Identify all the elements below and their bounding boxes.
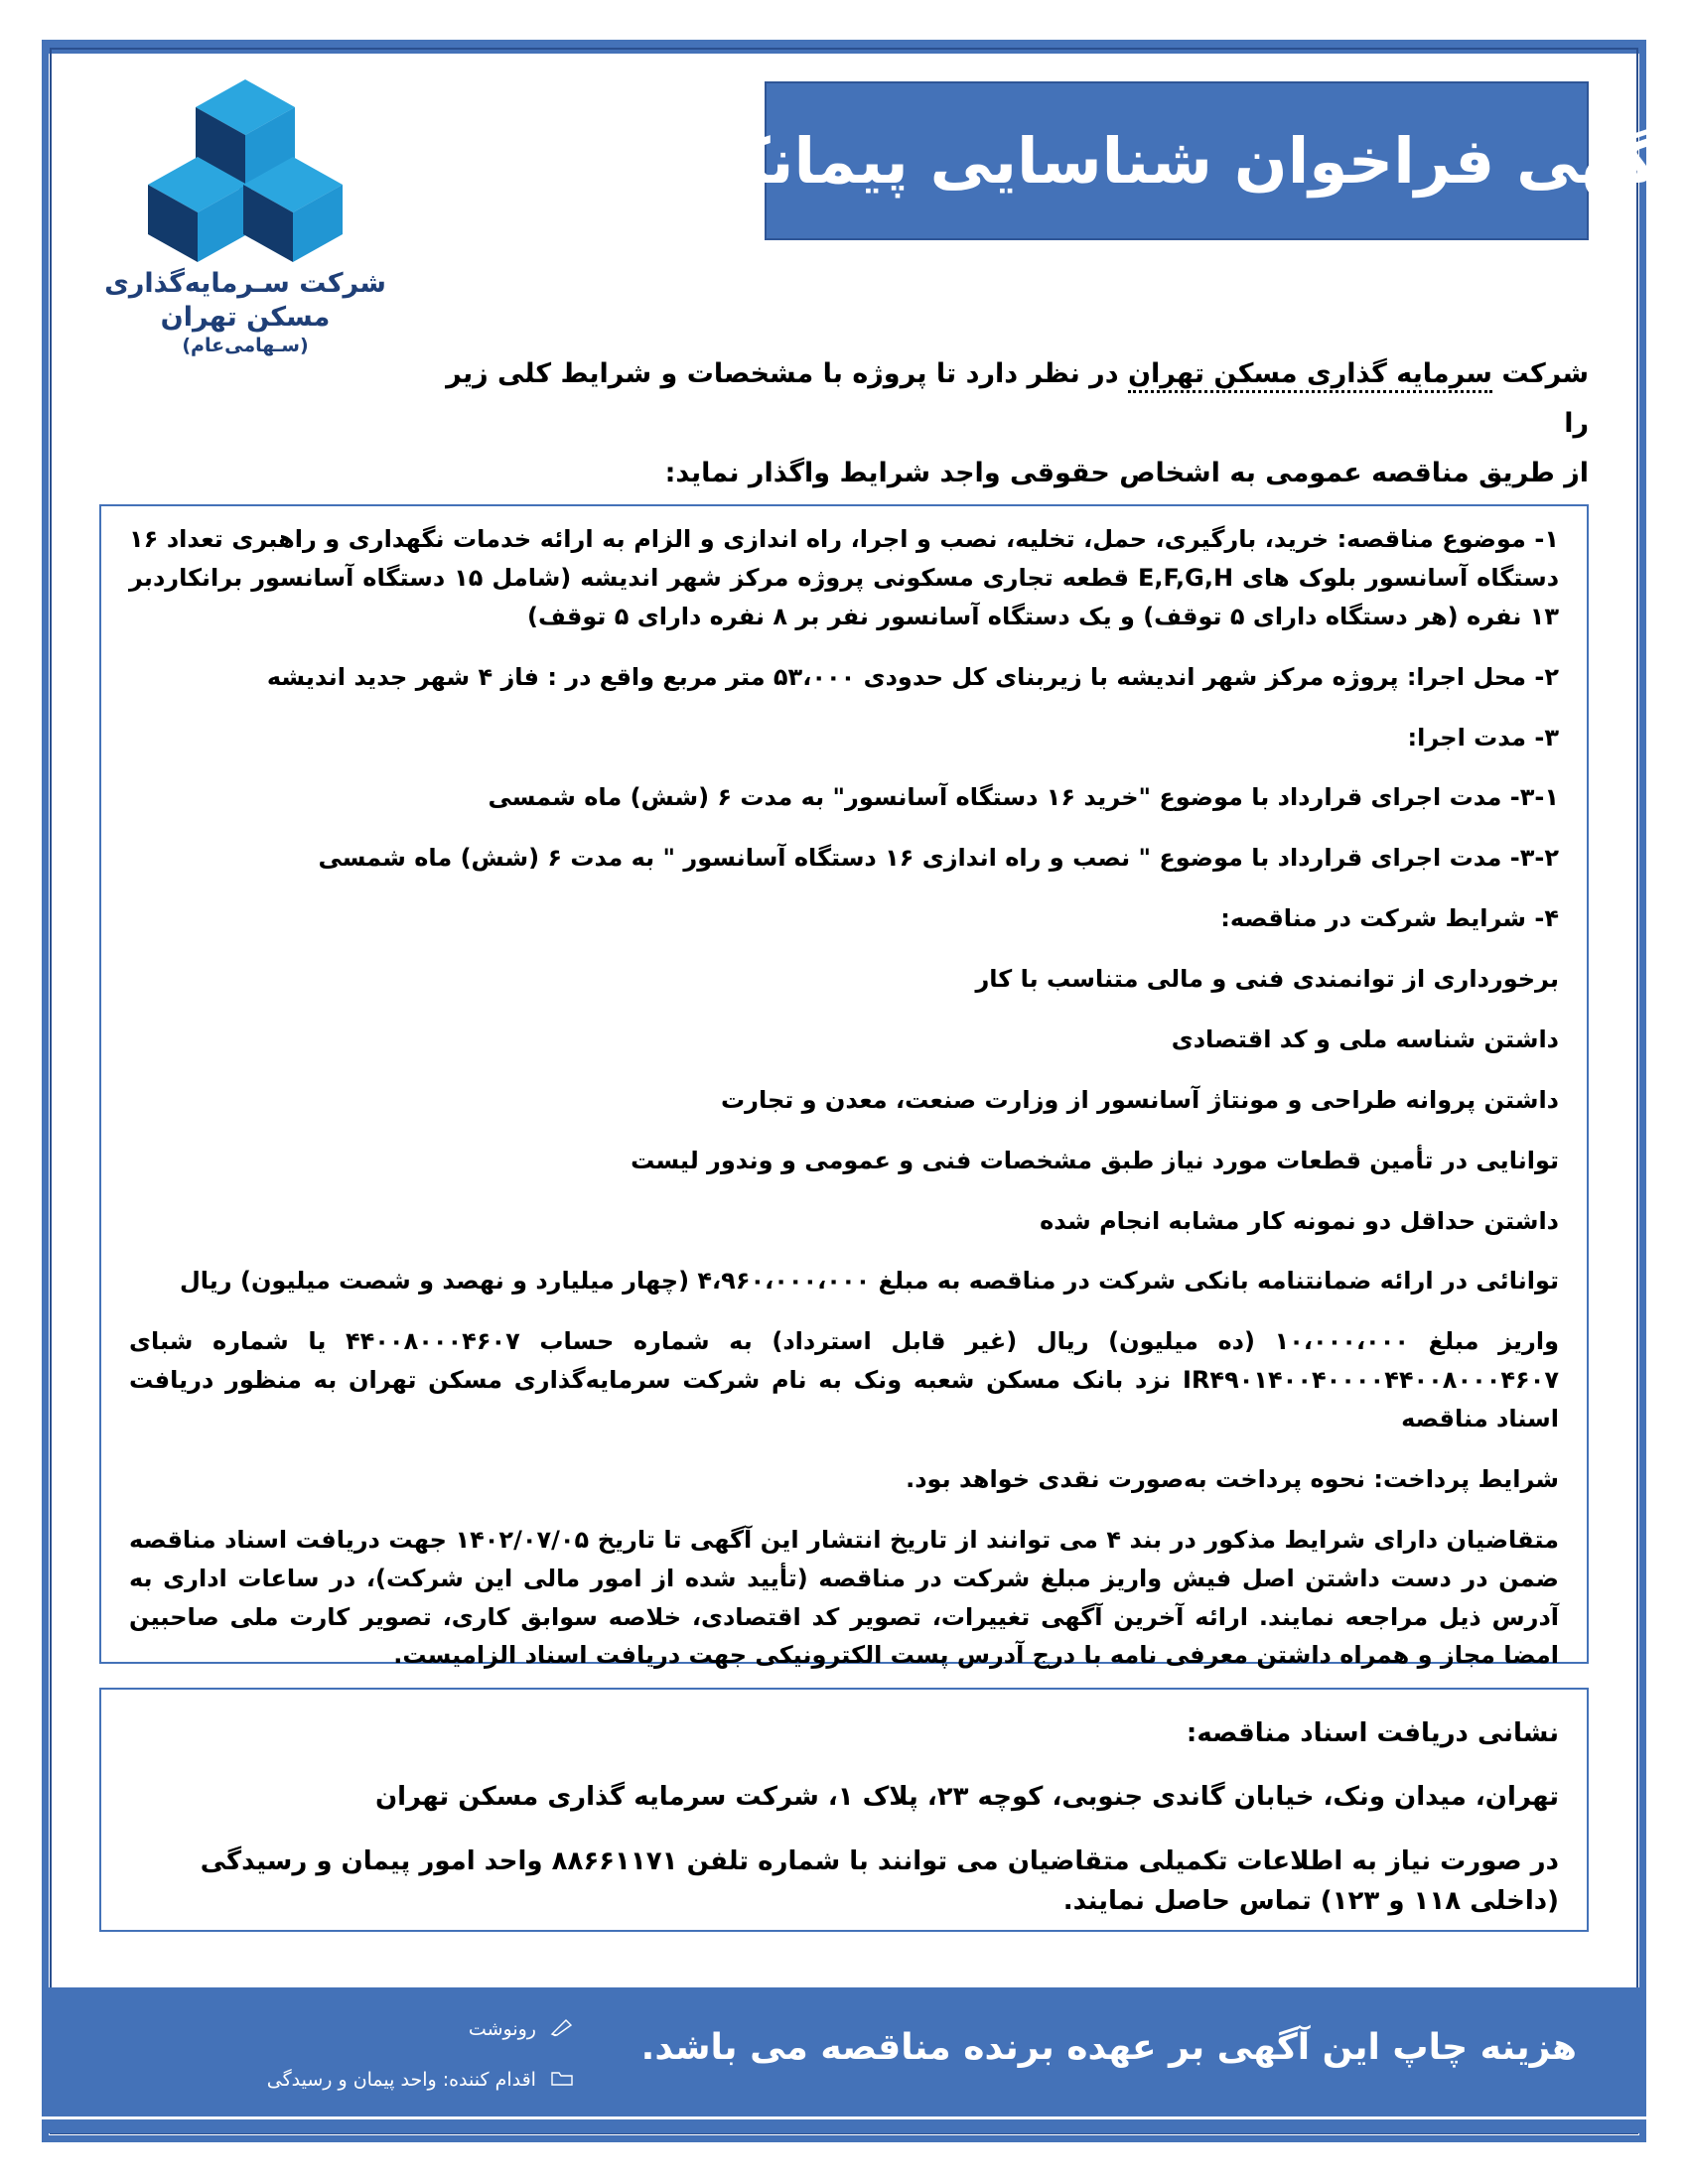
clause-experience: داشتن حداقل دو نمونه کار مشابه انجام شده (1040, 1206, 1559, 1235)
print-cost-notice: هزینه چاپ این آگهی بر عهده برنده مناقصه می باشد. (640, 2027, 1577, 2068)
clause-participation-head: ۴- شرایط شرکت در مناقصه: (1220, 904, 1559, 933)
conditions-list (101, 506, 1587, 1706)
intro-text-b: در نظر دارد تا پروژه با مشخصات و شرایط کلی زیر را (446, 358, 1589, 439)
copy-label: رونوشت (468, 2018, 536, 2040)
brand-line-company: شرکت سـرمایه‌گذاری (104, 268, 386, 299)
clause-bank-guarantee: توانائی در ارائه ضمانتنامه بانکی شرکت در مناقصه به مبلغ ۴،۹۶۰،۰۰۰،۰۰۰ (چهار میلیارد و نهصد و شصت میلیون) ریال (179, 1267, 1559, 1296)
conditions-box (99, 504, 1589, 1670)
intro-line-2: از طریق مناقصه عمومی به اشخاص حقوقی واجد شرایط واگذار نماید: (664, 457, 1589, 488)
intro-paragraph (417, 349, 1589, 498)
bottom-accent-rule (42, 2116, 1646, 2133)
clause-deadline-docs: متقاضیان دارای شرایط مذکور در بند ۴ می توانند از تاریخ انتشار این آگهی تا تاریخ ۱۴۰۲/۰۷/۰۵ جهت دریافت اسناد مناقصه ضمن در دست داشتن اصل فیش واریز مبلغ شرکت در مناقصه (تأیید شده از امور مالی این شرکت)، در ساعات اداری به آدرس ذیل مراجعه نمایند. ارائه آخرین آگهی تغییرات، تصویر کد اقتصادی، خلاصه سوابق کاری، تصویر کارت ملی صاحبین امضا مجاز و همراه داشتن معرفی نامه با درج آدرس پست الکترونیکی جهت دریافت اسناد الزامیست. (129, 1525, 1559, 1670)
clause-duration-3-1: ۳-۱- مدت اجرای قرارداد با موضوع "خرید ۱۶ دستگاه آسانسور" به مدت ۶ (شش) ماه شمسی (488, 783, 1559, 812)
footer-band (42, 1987, 1646, 2116)
intro-line-1 (417, 349, 1589, 449)
address-line: تهران، میدان ونک، خیابان گاندی جنوبی، کوچه ۲۳، پلاک ۱، شرکت سرمایه گذاری مسکن تهران (374, 1782, 1559, 1813)
intro-text-a: شرکت (1491, 358, 1589, 389)
page-title: آگهی فراخوان شناسایی پیمانکار (674, 124, 1679, 198)
address-heading: نشانی دریافت اسناد مناقصه: (1186, 1718, 1559, 1748)
copy-row (276, 2017, 574, 2042)
clause-parts-supply: توانایی در تأمین قطعات مورد نیاز طبق مشخصات فنی و عمومی و وندور لیست (631, 1146, 1559, 1174)
company-brand (81, 68, 409, 356)
actor-label: اقدام کننده: واحد پیمان و رسیدگی (266, 2069, 536, 2091)
footer-meta (266, 2017, 574, 2118)
clause-location: ۲- محل اجرا: پروژه مرکز شهر اندیشه با زیربنای کل حدودی ۵۳،۰۰۰ متر مربع واقع در : فاز ۴ شهر جدید اندیشه (266, 662, 1559, 691)
folder-icon (550, 2068, 574, 2093)
address-box (99, 1688, 1589, 1932)
intro-company-underlined: سرمایه گذاری مسکن تهران (1128, 358, 1492, 393)
title-banner (674, 81, 1679, 240)
clause-duration-3-2: ۳-۲- مدت اجرای قرارداد با موضوع " نصب و راه اندازی ۱۶ دستگاه آسانسور " به مدت ۶ (شش) ماه شمسی (318, 844, 1559, 873)
clause-national-id: داشتن شناسه ملی و کد اقتصادی (1171, 1024, 1559, 1053)
actor-row (266, 2068, 574, 2093)
pen-copy-icon (550, 2017, 574, 2042)
brand-line-type: (سـهامی‌عام) (182, 335, 309, 356)
clause-capability: برخورداری از توانمندی فنی و مالی متناسب با کار (975, 965, 1559, 993)
clause-payment-terms: شرایط پرداخت: نحوه پرداخت به‌صورت نقدی خواهد بود. (906, 1464, 1559, 1493)
clause-deposit-account: واریز مبلغ ۱۰،۰۰۰،۰۰۰ (ده میلیون) ریال (غیر قابل استرداد) به شماره حساب ۴۴۰۰۸۰۰۰۴۶۰۷ یا شماره شبای IR۴۹۰۱۴۰۰۴۰۰۰۰۴۴۰۰۸۰۰۰۴۶۰۷ نزد بانک مسکن شعبه ونک به نام شرکت سرمایه‌گذاری مسکن تهران به منظور دریافت اسناد مناقصه (129, 1327, 1559, 1433)
contact-line: در صورت نیاز به اطلاعات تکمیلی متقاضیان می توانند با شماره تلفن ۸۸۶۶۱۱۷۱ واحد امور پیمان و رسیدگی (داخلی ۱۱۸ و ۱۲۳) تماس حاصل نمایند. (200, 1845, 1559, 1916)
address-content (101, 1690, 1587, 1945)
clause-subject: ۱- موضوع مناقصه: خرید، بارگیری، حمل، تخلیه، نصب و اجرا، راه اندازی و الزام به ارائه خدمات نگهداری و راهبری تعداد ۱۶ دستگاه آسانسور بلوک های E,F,G,H قطعه تجاری مسکونی پروژه مرکز شهر اندیشه (شامل ۱۵ دستگاه آسانسور برانکاردبر ۱۳ نفره (هر دستگاه دارای ۵ توقف) و یک دستگاه آسانسور نفر بر ۸ نفره دارای ۵ توقف) (129, 525, 1560, 630)
page-header (70, 68, 1679, 365)
clause-duration-head: ۳- مدت اجرا: (1407, 723, 1559, 751)
three-cubes-logo-icon (81, 68, 409, 266)
brand-line-name: مسکن تهران (160, 302, 331, 333)
clause-license: داشتن پروانه طراحی و مونتاژ آسانسور از وزارت صنعت، معدن و تجارت (721, 1085, 1559, 1114)
